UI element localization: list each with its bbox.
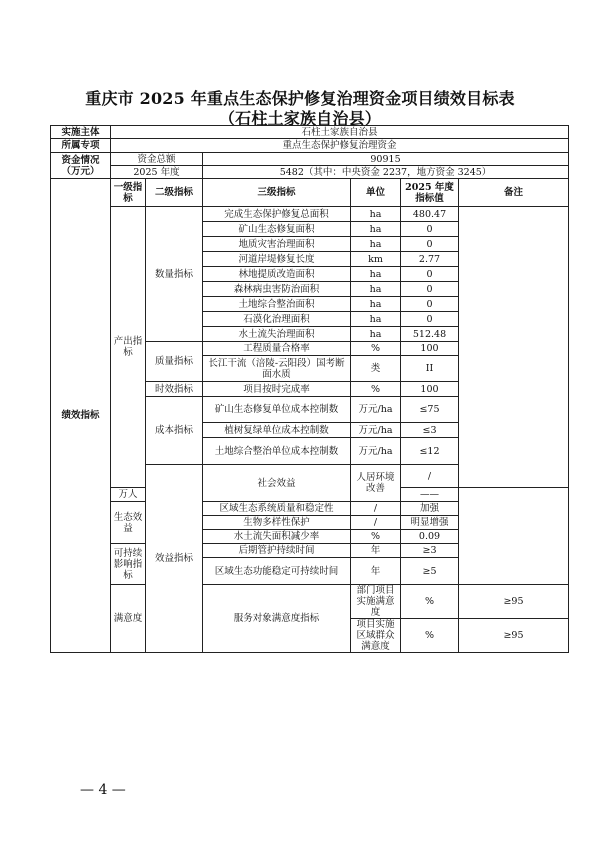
- table-row: [51, 502, 569, 516]
- indicator-value: 0: [401, 282, 459, 297]
- indicator-name: 工程质量合格率: [203, 342, 351, 356]
- indicator-name: 长江干流（涪陵-云阳段）国考断面水质: [203, 356, 351, 382]
- indicator-unit: /: [351, 502, 401, 516]
- indicator-name: 河道岸堤修复长度: [203, 252, 351, 267]
- implementer-label: 实施主体: [51, 126, 111, 139]
- indicator-unit: /: [351, 516, 401, 530]
- indicator-name: 水土流失治理面积: [203, 327, 351, 342]
- indicator-unit: 类: [351, 356, 401, 382]
- remark-output: [459, 207, 569, 488]
- info-row-year: [51, 166, 569, 179]
- implementer-value: 石柱土家族自治县: [111, 126, 569, 139]
- header-row: [51, 179, 569, 207]
- indicator-value: 512.48: [401, 327, 459, 342]
- header-level1: 一级指标: [111, 179, 146, 207]
- indicator-unit: ha: [351, 297, 401, 312]
- header-target: 2025 年度指标值: [401, 179, 459, 207]
- indicator-name: 水土流失面积减少率: [203, 530, 351, 544]
- indicator-name: 项目按时完成率: [203, 382, 351, 397]
- indicator-value: ≥3: [401, 544, 459, 558]
- indicator-value: 100: [401, 342, 459, 356]
- year-label: 2025 年度: [111, 166, 203, 179]
- indicator-name: 部门项目实施满意度: [351, 585, 401, 619]
- indicator-unit: 万元/ha: [351, 397, 401, 423]
- indicator-unit: ha: [351, 267, 401, 282]
- social-label: 社会效益: [203, 465, 351, 502]
- indicator-name: 植树复绿单位成本控制数: [203, 423, 351, 438]
- table-subtitle: （石柱土家族自治县）: [218, 109, 381, 128]
- indicator-value: 0: [401, 237, 459, 252]
- indicator-value: 2.77: [401, 252, 459, 267]
- table-row: [51, 544, 569, 558]
- indicator-value: 0.09: [401, 530, 459, 544]
- indicator-value: 0: [401, 267, 459, 282]
- header-unit: 单位: [351, 179, 401, 207]
- benefit-label: 效益指标: [146, 465, 203, 653]
- indicator-value: ≥95: [459, 585, 569, 619]
- indicator-name: 森林病虫害防治面积: [203, 282, 351, 297]
- header-level3: 三级指标: [203, 179, 351, 207]
- indicator-name: 完成生态保护修复总面积: [203, 207, 351, 222]
- indicator-value: II: [401, 356, 459, 382]
- indicator-value: 100: [401, 382, 459, 397]
- total-value: 90915: [203, 153, 569, 166]
- indicator-value: 0: [401, 222, 459, 237]
- section-label: 绩效指标: [51, 179, 111, 653]
- indicator-name: 区域生态系统质量和稳定性: [203, 502, 351, 516]
- indicator-unit: 万人: [111, 488, 146, 502]
- header-remark: 备注: [459, 179, 569, 207]
- indicator-name: 区域生态功能稳定可持续时间: [203, 558, 351, 585]
- indicator-unit: ha: [351, 222, 401, 237]
- info-row-program: [51, 139, 569, 153]
- indicator-name: 矿山生态修复单位成本控制数: [203, 397, 351, 423]
- cost-label: 成本指标: [146, 397, 203, 465]
- quality-label: 质量指标: [146, 342, 203, 382]
- indicator-unit: %: [351, 382, 401, 397]
- satisfaction-sub-label: 服务对象满意度指标: [203, 585, 351, 653]
- output-label: 产出指标: [111, 207, 146, 488]
- indicator-unit: /: [401, 465, 459, 488]
- indicator-unit: km: [351, 252, 401, 267]
- indicator-unit: %: [351, 530, 401, 544]
- funds-label: 资金情况（万元）: [51, 153, 111, 179]
- indicator-value: 加强: [401, 502, 459, 516]
- indicator-value: 0: [401, 312, 459, 327]
- indicator-unit: ha: [351, 237, 401, 252]
- sustainable-label: 可持续影响指标: [111, 544, 146, 585]
- indicator-unit: ha: [351, 327, 401, 342]
- indicator-unit: 万元/ha: [351, 438, 401, 465]
- indicator-name: 土地综合整治面积: [203, 297, 351, 312]
- indicator-unit: 年: [351, 558, 401, 585]
- info-row-implementer: [51, 126, 569, 139]
- quantity-label: 数量指标: [146, 207, 203, 342]
- indicator-unit: ha: [351, 207, 401, 222]
- indicator-name: 人居环境改善: [351, 465, 401, 502]
- ecological-label: 生态效益: [111, 502, 146, 544]
- info-row-total: [51, 153, 569, 166]
- indicator-unit: ha: [351, 282, 401, 297]
- indicator-name: 生物多样性保护: [203, 516, 351, 530]
- indicator-unit: %: [401, 585, 459, 619]
- indicator-value: ≥5: [401, 558, 459, 585]
- header-level2: 二级指标: [146, 179, 203, 207]
- timeliness-label: 时效指标: [146, 382, 203, 397]
- table-row: [51, 207, 569, 222]
- indicator-unit: 万元/ha: [351, 423, 401, 438]
- satisfaction-label: 满意度: [111, 585, 146, 653]
- indicator-value: ≤3: [401, 423, 459, 438]
- indicator-value: 明显增强: [401, 516, 459, 530]
- indicator-name: 地质灾害治理面积: [203, 237, 351, 252]
- indicator-unit: %: [401, 619, 459, 653]
- indicator-value: ≤12: [401, 438, 459, 465]
- table-row: [51, 585, 569, 619]
- indicator-name: 土地综合整治单位成本控制数: [203, 438, 351, 465]
- indicator-name: 林地提质改造面积: [203, 267, 351, 282]
- indicator-unit: ha: [351, 312, 401, 327]
- table-title: 重庆市 2025 年重点生态保护修复治理资金项目绩效目标表: [85, 89, 515, 108]
- year-value: 5482（其中：中央资金 2237，地方资金 3245）: [203, 166, 569, 179]
- indicator-name: 项目实施区域群众满意度: [351, 619, 401, 653]
- indicator-name: 后期管护持续时间: [203, 544, 351, 558]
- program-value: 重点生态保护修复治理资金: [111, 139, 569, 153]
- total-label: 资金总额: [111, 153, 203, 166]
- indicator-value: 0: [401, 297, 459, 312]
- indicator-value: ≥95: [459, 619, 569, 653]
- indicator-value: ——: [401, 488, 459, 502]
- program-label: 所属专项: [51, 139, 111, 153]
- performance-table: [50, 125, 569, 653]
- indicator-unit: %: [351, 342, 401, 356]
- indicator-name: 矿山生态修复面积: [203, 222, 351, 237]
- indicator-value: 480.47: [401, 207, 459, 222]
- indicator-unit: 年: [351, 544, 401, 558]
- page-number: — 4 —: [80, 782, 126, 798]
- indicator-value: ≤75: [401, 397, 459, 423]
- indicator-name: 石漠化治理面积: [203, 312, 351, 327]
